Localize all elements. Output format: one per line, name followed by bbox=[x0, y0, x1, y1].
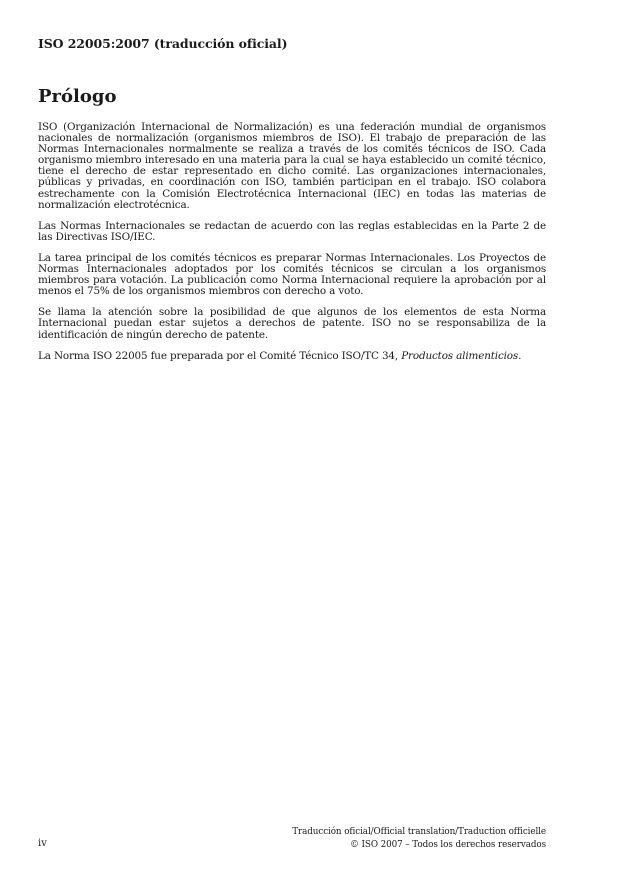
footer-notice bbox=[292, 826, 546, 851]
document-header: ISO 22005:2007 (traducción oficial) bbox=[38, 36, 288, 51]
paragraph-1: ISO (Organización Internacional de Normalización) es una federación mundial de organismos nacionales de normalización (organismos miembros de ISO). El trabajo de preparación de las Normas Internacionales normalmente se realiza a través de los comités técnicos de ISO. Cada organismo miembro interesado en una materia para la cual se haya establecido un comité técnico, tiene el derecho de estar representado en dicho comité. Las organizaciones internacionales, públicas y privadas, en coordinación con ISO, también participan en el trabajo. ISO colabora estrechamente con la Comisión Electrotécnica Internacional (IEC) en todas las materias de normalización electrotécnica. bbox=[38, 121, 546, 211]
paragraph-2: Las Normas Internacionales se redactan de acuerdo con las reglas establecidas en la Parte 2 de las Directivas ISO/IEC. bbox=[38, 219, 546, 243]
paragraph-5-committee-title: Productos alimenticios bbox=[401, 349, 519, 362]
section-title: Prólogo bbox=[38, 86, 117, 107]
paragraph-3: La tarea principal de los comités técnicos es preparar Normas Internacionales. Los Proyectos de Normas Internacionales adoptados por los comités técnicos se circulan a los organismos miembros para votación. La publicación como Norma Internacional requiere la aprobación por al menos el 75% de los organismos miembros con derecho a voto. bbox=[38, 251, 546, 298]
page-number: iv bbox=[38, 838, 47, 849]
paragraph-5-prefix: La Norma ISO 22005 fue preparada por el Comité Técnico ISO/TC 34, bbox=[38, 349, 402, 362]
foreword-body bbox=[38, 122, 546, 372]
paragraph-4: Se llama la atención sobre la posibilidad de que algunos de los elementos de esta Norma Internacional puedan estar sujetos a derechos de patente. ISO no se responsabiliza de la identificación de ningún derecho de patente. bbox=[38, 306, 546, 341]
paragraph-5-suffix: . bbox=[518, 349, 522, 362]
paragraph-5 bbox=[38, 351, 546, 362]
copyright-notice: © ISO 2007 – Todos los derechos reservados bbox=[350, 839, 546, 850]
translation-note: Traducción oficial/Official translation/Traduction officielle bbox=[292, 827, 546, 837]
